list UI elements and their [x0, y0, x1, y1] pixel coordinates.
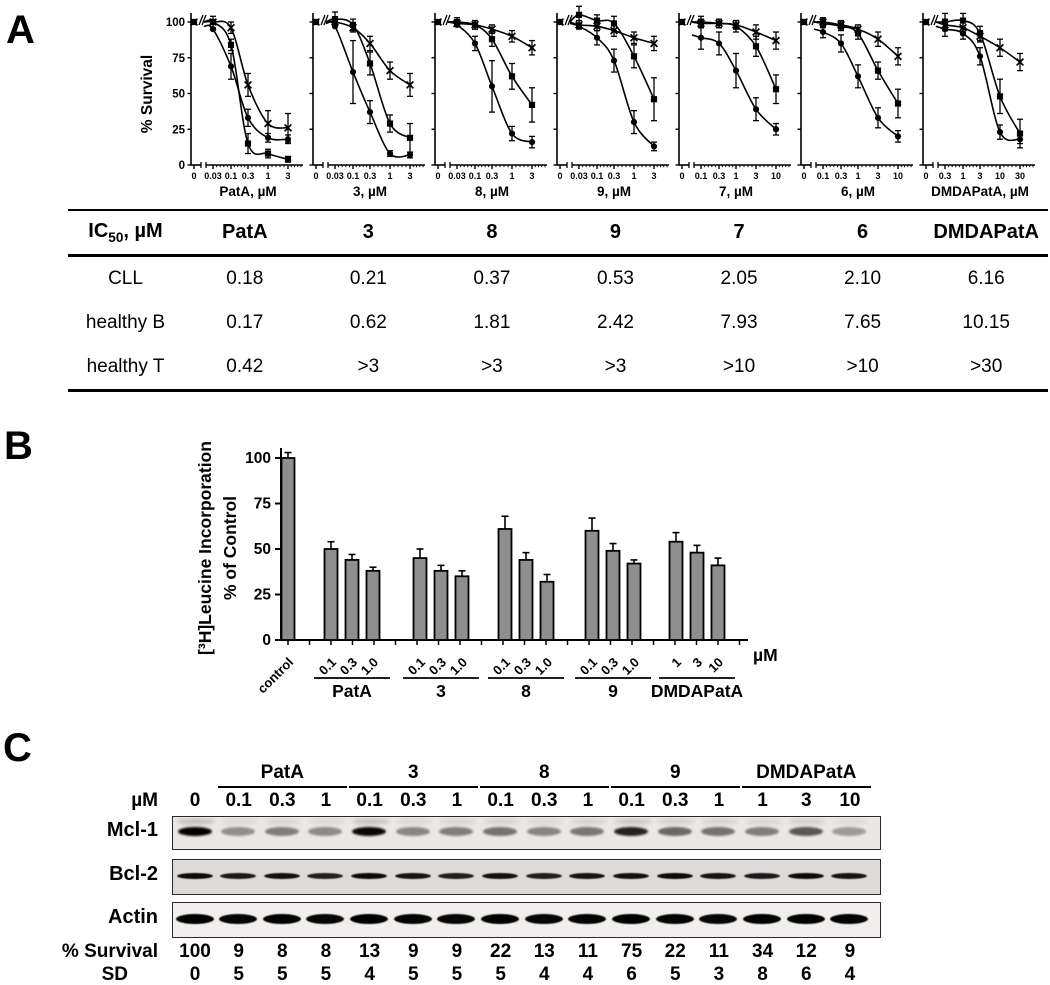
x-tick-label: 1	[631, 171, 637, 181]
lane-concentration-label: 1	[713, 790, 725, 811]
column-header: 9	[554, 210, 678, 256]
y-tick-label: 100	[245, 450, 271, 467]
blot-band	[483, 827, 517, 836]
blot-band	[351, 873, 387, 879]
blot-group-label: 3	[408, 762, 419, 783]
blot-box-mcl-1	[172, 816, 881, 850]
x-tick-label: 0	[923, 171, 929, 181]
bar-label: 3	[689, 654, 706, 671]
x-tick-label: 1	[509, 171, 515, 181]
lane-concentration-label: 1	[320, 790, 332, 811]
bar-label: 0.1	[489, 654, 514, 678]
blot-smear	[614, 819, 652, 824]
blot-smear	[526, 819, 564, 824]
blot-band	[220, 873, 256, 879]
sd-value: 4	[364, 964, 375, 985]
blot-band	[482, 873, 518, 879]
ic50-cell: 0.42	[183, 345, 307, 391]
x-tick-label: 0.03	[326, 171, 344, 181]
lane-concentration-label: 0.3	[662, 790, 689, 811]
blot-band	[263, 914, 301, 924]
blot-band	[568, 914, 606, 924]
survival-value: 100	[179, 941, 211, 962]
x-tick-label: 0.3	[938, 171, 952, 181]
blot-group-underline	[218, 786, 347, 788]
survival-value: 13	[359, 941, 381, 962]
bar-label: 0.3	[597, 654, 622, 678]
lane-concentration-label: 0.1	[618, 790, 645, 811]
bar-label: control	[254, 654, 297, 697]
ic50-cell: >30	[924, 345, 1048, 391]
survival-value: 9	[844, 941, 856, 962]
blot-smear	[701, 819, 739, 824]
group-label: PatA	[332, 681, 372, 701]
survival-value: 34	[752, 941, 774, 962]
blot-band	[656, 914, 694, 924]
survival-value: 22	[664, 941, 686, 962]
blot-band	[525, 914, 563, 924]
blot-band	[221, 827, 255, 836]
blot-band	[176, 914, 214, 924]
blot-band	[178, 827, 212, 836]
row-label: CLL	[108, 268, 143, 289]
ic50-cell: 0.37	[473, 268, 511, 289]
blot-band	[219, 914, 257, 924]
y-tick-label: 50	[172, 88, 185, 101]
ic50-cell: 0.21	[349, 268, 387, 289]
row-label: healthy T	[68, 345, 183, 391]
x-tick-label: 0.1	[816, 171, 830, 181]
x-tick-label: 30	[1014, 171, 1026, 181]
sd-value: 4	[844, 964, 856, 985]
x-tick-label: 0	[435, 171, 441, 181]
sd-value: 6	[626, 964, 637, 985]
group-label: 9	[608, 681, 618, 701]
bar-label: 10	[705, 654, 727, 676]
y-tick-label: 75	[253, 495, 271, 513]
bar-label: 1.0	[357, 654, 382, 678]
blot-band	[527, 827, 561, 836]
column-header: PatA	[183, 210, 307, 256]
blot-label: Bcl-2	[109, 863, 158, 885]
lane-concentration-label: 3	[800, 790, 812, 811]
y-axis-label-line2: % of Control	[220, 495, 240, 601]
lane-concentration-label: 0	[189, 790, 201, 811]
blot-band	[177, 873, 213, 879]
lane-concentration-label: 0.3	[400, 790, 427, 811]
lane-concentration-label: 0.1	[487, 790, 514, 811]
blot-smear	[483, 819, 521, 824]
lane-concentration-label: 1	[451, 790, 463, 811]
blot-group-underline	[349, 786, 478, 788]
blot-smear	[570, 819, 608, 824]
blot-band	[352, 827, 386, 836]
blot-band	[350, 914, 388, 924]
blot-smear	[657, 819, 695, 824]
ic50-cell: >3	[430, 345, 554, 391]
blot-band	[481, 914, 519, 924]
sd-value: 4	[582, 964, 594, 985]
x-tick-label: 0.1	[590, 171, 604, 181]
ic50-cell: 6.16	[967, 268, 1005, 289]
x-tick-label: 3	[407, 171, 413, 181]
survival-value: 11	[708, 941, 729, 962]
ic50-cell: >10	[801, 345, 925, 391]
x-tick-label: 0.03	[570, 171, 588, 181]
y-tick-label: 75	[172, 52, 185, 65]
survival-value: 75	[621, 941, 643, 962]
ic50-cell: 0.53	[596, 268, 634, 289]
lane-concentration-label: 1	[757, 790, 768, 811]
sd-value: 5	[320, 964, 332, 985]
ic50-cell: 2.05	[720, 268, 758, 289]
y-tick-label: 25	[172, 124, 185, 137]
y-axis-label-line1: [³H]Leucine Incorporation	[195, 441, 215, 655]
group-label: DMDAPatA	[650, 681, 744, 701]
blot-smear	[745, 819, 783, 824]
blot-box-actin	[172, 902, 881, 938]
survival-value: 8	[277, 941, 288, 962]
blot-group-underline	[480, 786, 609, 788]
blot-band	[699, 914, 737, 924]
group-label: 3	[436, 681, 446, 701]
blot-smear	[221, 819, 259, 824]
x-tick-label: 0	[191, 171, 197, 181]
survival-value: 13	[533, 941, 555, 962]
blot-group-label: 8	[538, 762, 550, 783]
bar-label: 1	[668, 654, 685, 671]
x-tick-label: 0.3	[363, 171, 377, 181]
blot-band	[437, 914, 475, 924]
blot-band	[658, 827, 692, 836]
blot-band	[745, 827, 779, 836]
blot-band	[787, 914, 825, 924]
x-tick-label: 0.3	[485, 171, 499, 181]
bar-label: 0.1	[315, 654, 340, 678]
x-tick-label: 10	[892, 171, 904, 181]
ic50-cell: 7.93	[720, 312, 758, 333]
x-tick-label: 1	[387, 171, 393, 181]
blot-band	[307, 873, 343, 879]
panel-c-letter: C	[3, 726, 32, 770]
chart-title: 3, µM	[352, 184, 388, 199]
blot-band	[612, 914, 650, 924]
unit-label: µM	[131, 790, 158, 811]
y-tick-label: 0	[178, 160, 185, 172]
x-tick-label: 0	[679, 171, 685, 181]
x-tick-label: 10	[770, 171, 782, 181]
ic50-cell: 2.42	[596, 312, 634, 333]
survival-row-label: % Survival	[61, 941, 158, 962]
x-tick-label: 0.03	[448, 171, 466, 181]
ic50-cell: >3	[307, 345, 431, 391]
x-tick-label: 3	[977, 171, 983, 181]
ic50-cell: 0.17	[226, 312, 264, 333]
chart-title: 6, µM	[840, 184, 876, 199]
y-tick-label: 25	[253, 586, 271, 604]
x-tick-label: 0.1	[346, 171, 360, 181]
chart-title: PatA, µM	[219, 184, 277, 199]
x-tick-label: 3	[651, 171, 657, 181]
survival-value: 11	[577, 941, 598, 962]
sd-value: 0	[189, 964, 201, 985]
x-tick-label: 0.3	[241, 171, 255, 181]
row-label: healthy B	[85, 312, 166, 333]
sd-value: 5	[277, 964, 288, 985]
x-tick-label: 0.1	[694, 171, 708, 181]
blot-band	[264, 873, 300, 879]
ic50-cell: 7.65	[844, 312, 882, 333]
x-tick-label: 3	[753, 171, 759, 181]
bar-label: 1.0	[531, 654, 556, 678]
chart-title: 8, µM	[474, 184, 510, 199]
bar-label: 0.1	[404, 654, 429, 678]
x-tick-label: 0.1	[224, 171, 238, 181]
lane-concentration-label: 0.3	[269, 790, 296, 811]
lane-concentration-label: 10	[839, 790, 861, 811]
sd-value: 3	[713, 964, 725, 985]
sd-value: 5	[233, 964, 244, 985]
x-tick-label: 0	[801, 171, 807, 181]
ic50-cell: >10	[677, 345, 801, 391]
bar-label: 0.3	[510, 654, 535, 678]
sd-row-label: SD	[101, 964, 128, 985]
blot-band	[743, 914, 781, 924]
blot-band	[526, 873, 562, 879]
column-header: DMDAPatA	[924, 210, 1048, 256]
blot-smear	[788, 819, 826, 824]
blot-band	[308, 827, 342, 836]
survival-value: 22	[490, 941, 512, 962]
ic50-cell: >3	[554, 345, 678, 391]
chart-title: 7, µM	[718, 184, 754, 199]
blot-band	[613, 873, 649, 879]
blot-band	[439, 827, 473, 836]
x-tick-label: 1	[855, 171, 861, 181]
x-tick-label: 3	[875, 171, 881, 181]
x-tick-label: 0	[557, 171, 563, 181]
sd-value: 6	[800, 964, 812, 985]
unit-label: µM	[753, 645, 778, 665]
sd-value: 5	[495, 964, 506, 985]
x-tick-label: 0	[313, 171, 319, 181]
x-tick-label: 10	[994, 171, 1006, 181]
blot-group-underline	[742, 786, 871, 788]
y-axis-label: % Survival	[139, 54, 156, 134]
chart-title: DMDAPatA, µM	[931, 184, 1029, 199]
blot-group-label: 9	[669, 762, 681, 783]
survival-value: 8	[320, 941, 332, 962]
ic50-cell: 10.15	[962, 312, 1010, 333]
blot-group-label: DMDAPatA	[756, 762, 857, 783]
ic50-cell: 1.81	[473, 312, 511, 333]
survival-value: 12	[795, 941, 817, 962]
blot-smear	[395, 819, 433, 824]
sd-value: 8	[757, 964, 768, 985]
ic50-cell: 0.18	[226, 268, 264, 289]
blot-band	[438, 873, 474, 879]
x-tick-label: 1	[960, 171, 966, 181]
blot-label: Mcl-1	[106, 819, 158, 841]
bar-label: 1.0	[446, 654, 471, 678]
x-tick-label: 1	[265, 171, 271, 181]
blot-band	[831, 873, 867, 879]
x-tick-label: 0.1	[468, 171, 482, 181]
ic50-cell: 2.10	[844, 268, 882, 289]
x-tick-label: 0.3	[607, 171, 621, 181]
panel-a-letter: A	[6, 8, 35, 52]
lane-concentration-label: 0.3	[531, 790, 558, 811]
x-tick-label: 3	[529, 171, 535, 181]
ic50-cell: 0.62	[349, 312, 387, 333]
survival-value: 9	[451, 941, 463, 962]
chart-title: 9, µM	[596, 184, 632, 199]
blot-smear	[832, 819, 870, 824]
blot-band	[744, 873, 780, 879]
blot-band	[395, 873, 431, 879]
y-tick-label: 50	[253, 541, 271, 558]
blot-band	[788, 873, 824, 879]
blot-band	[789, 827, 823, 836]
blot-band	[830, 914, 868, 924]
blot-group-underline	[611, 786, 740, 788]
bar-label: 0.3	[425, 654, 450, 678]
blot-band	[700, 873, 736, 879]
blot-band	[570, 827, 604, 836]
blot-band	[265, 827, 299, 836]
column-header: 7	[677, 210, 801, 256]
x-tick-label: 0.3	[712, 171, 726, 181]
blot-label: Actin	[108, 906, 158, 928]
x-tick-label: 0.03	[204, 171, 222, 181]
panel-b-letter: B	[4, 424, 33, 468]
y-tick-label: 100	[165, 17, 185, 29]
x-tick-label: 0.3	[834, 171, 848, 181]
lane-concentration-label: 1	[582, 790, 594, 811]
survival-value: 9	[233, 941, 244, 962]
group-label: 8	[521, 681, 531, 701]
sd-value: 5	[451, 964, 463, 985]
sd-value: 5	[669, 964, 681, 985]
blot-smear	[352, 819, 390, 824]
lane-concentration-label: 0.1	[356, 790, 383, 811]
survival-value: 9	[408, 941, 419, 962]
x-tick-label: 3	[285, 171, 291, 181]
sd-value: 4	[538, 964, 550, 985]
ic50-corner-header: $IC_{50}$, µM	[68, 210, 183, 256]
column-header: 6	[801, 210, 925, 256]
column-header: 3	[307, 210, 431, 256]
blot-band	[832, 827, 866, 836]
blot-band	[701, 827, 735, 836]
blot-band	[657, 873, 693, 879]
blot-band	[614, 827, 648, 836]
bar-label: 0.3	[336, 654, 361, 678]
blot-group-label: PatA	[260, 762, 304, 783]
sd-value: 5	[408, 964, 419, 985]
bar-label: 0.1	[576, 654, 601, 678]
blot-smear	[264, 819, 302, 824]
y-tick-label: 0	[262, 632, 271, 649]
column-header: 8	[430, 210, 554, 256]
blot-smear	[308, 819, 346, 824]
blot-band	[569, 873, 605, 879]
bar-label: 1.0	[618, 654, 643, 678]
blot-band	[306, 914, 344, 924]
blot-box-bcl-2	[172, 859, 881, 895]
x-tick-label: 1	[733, 171, 739, 181]
blot-band	[396, 827, 430, 836]
blot-smear	[177, 819, 215, 824]
lane-concentration-label: 0.1	[225, 790, 252, 811]
blot-smear	[439, 819, 477, 824]
blot-band	[394, 914, 432, 924]
